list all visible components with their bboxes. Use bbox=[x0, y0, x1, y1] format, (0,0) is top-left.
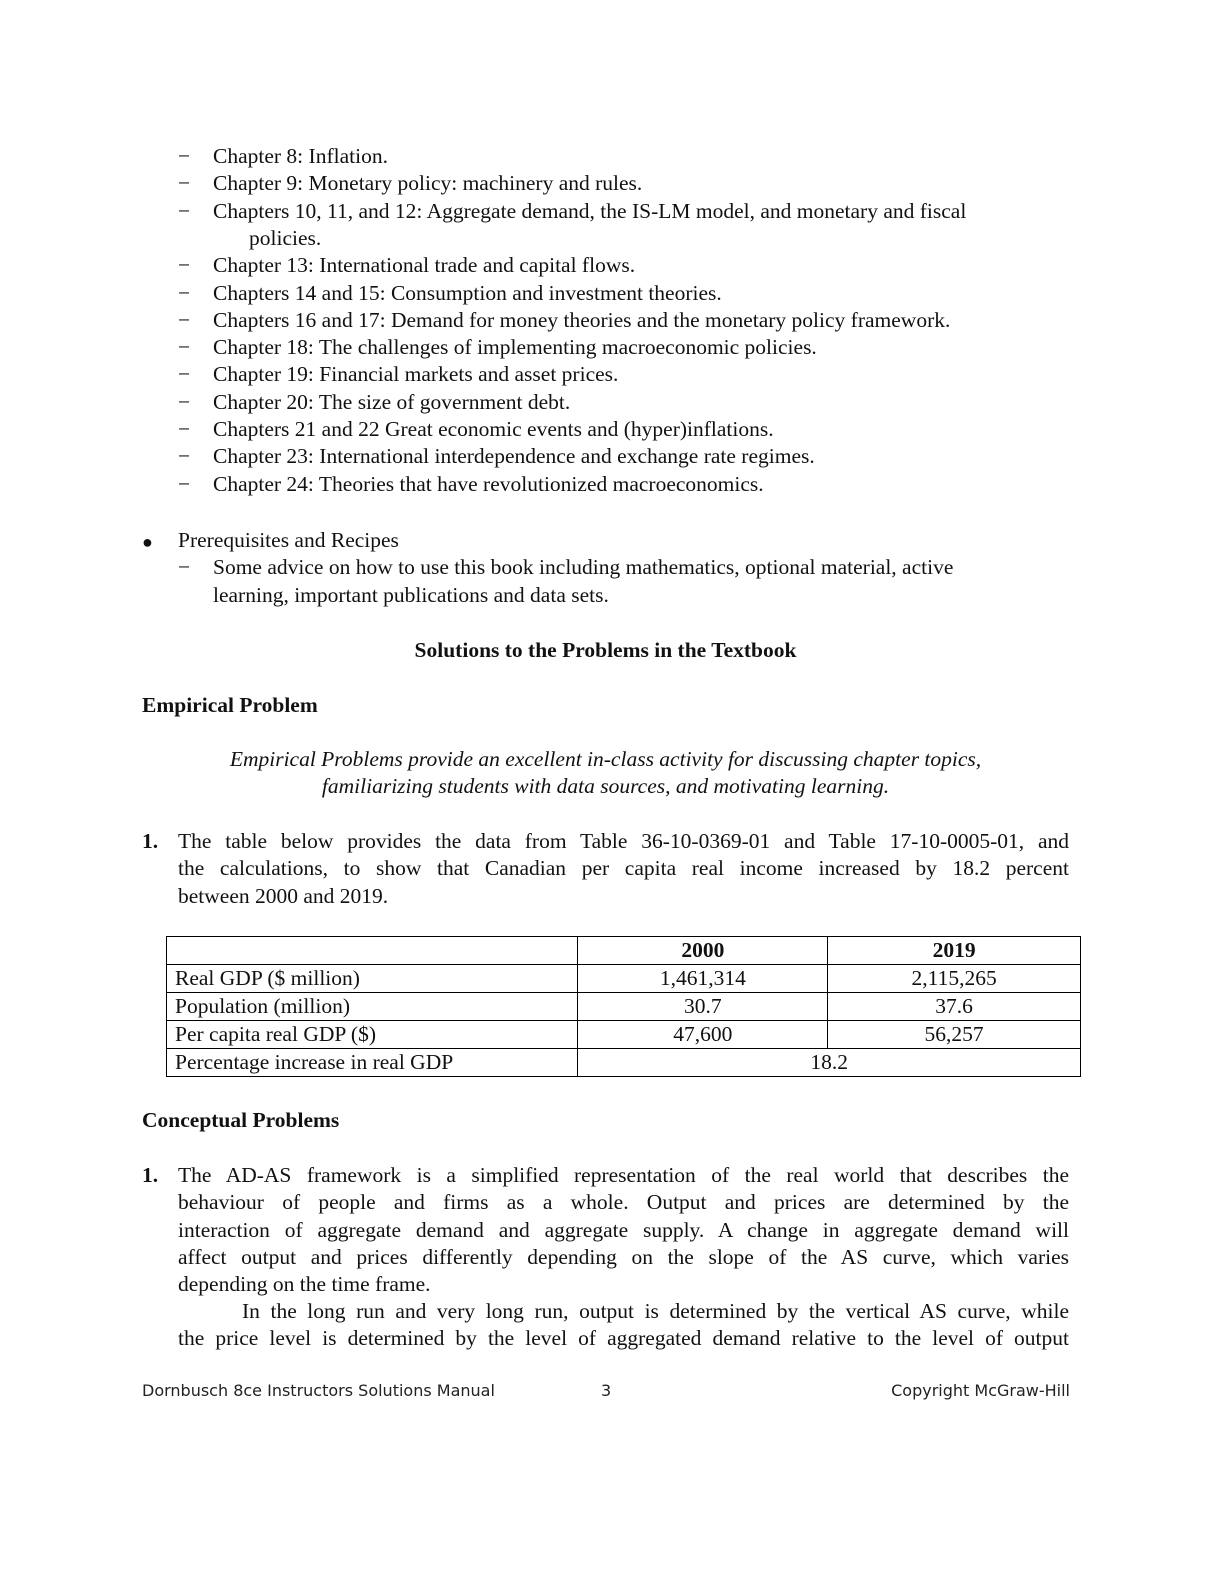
table-header-row bbox=[167, 937, 1081, 965]
paragraph-line: between 2000 and 2019. bbox=[178, 883, 389, 908]
footer-left: Dornbusch 8ce Instructors Solutions Manual bbox=[142, 1381, 495, 1400]
dash-marker: − bbox=[178, 281, 191, 305]
prerequisites-title: Prerequisites and Recipes bbox=[178, 528, 399, 552]
table-cell: 47,600 bbox=[578, 1021, 828, 1049]
page-number: 3 bbox=[601, 1381, 612, 1400]
table-row-label: Real GDP ($ million) bbox=[167, 965, 578, 993]
table-row-label: Population (million) bbox=[167, 993, 578, 1021]
table-row bbox=[167, 993, 1081, 1021]
bullet-icon: ● bbox=[142, 532, 153, 552]
footer-right: Copyright McGraw-Hill bbox=[891, 1381, 1070, 1400]
table-cell-merged: 18.2 bbox=[578, 1049, 1081, 1077]
prerequisites-text-line: Some advice on how to use this book including mathematics, optional material, active bbox=[213, 555, 954, 579]
paragraph-line: the calculations, to show that Canadian per capita real income increased by 18.2 percent bbox=[178, 856, 1069, 881]
dash-marker: − bbox=[178, 144, 191, 168]
dash-marker: − bbox=[178, 253, 191, 277]
paragraph-line: the price level is determined by the level of aggregated demand relative to the level of output bbox=[178, 1326, 1069, 1351]
chapter-item: Chapter 20: The size of government debt. bbox=[213, 390, 571, 414]
paragraph-line: depending on the time frame. bbox=[178, 1272, 431, 1297]
paragraph-line: In the long run and very long run, output is determined by the vertical AS curve, while bbox=[242, 1299, 1069, 1323]
table-header-cell bbox=[167, 937, 578, 965]
dash-marker: − bbox=[178, 390, 191, 414]
dash-marker: − bbox=[178, 555, 191, 579]
table-row-label: Per capita real GDP ($) bbox=[167, 1021, 578, 1049]
table-cell: 2,115,265 bbox=[828, 965, 1081, 993]
chapter-item: Chapters 14 and 15: Consumption and investment theories. bbox=[213, 281, 722, 305]
paragraph-line: affect output and prices differently depending on the slope of the AS curve, which varies bbox=[178, 1244, 1069, 1269]
table-row bbox=[167, 1049, 1081, 1077]
chapter-item: Chapter 13: International trade and capital flows. bbox=[213, 253, 636, 277]
dash-marker: − bbox=[178, 171, 191, 195]
empirical-intro-line: familiarizing students with data sources, and motivating learning. bbox=[321, 774, 890, 798]
table-cell: 37.6 bbox=[828, 993, 1081, 1021]
table-row-label: Percentage increase in real GDP bbox=[167, 1049, 578, 1077]
chapter-item-continuation: policies. bbox=[249, 226, 322, 250]
prerequisites-text-line: learning, important publications and data sets. bbox=[213, 583, 609, 607]
chapter-item: Chapter 8: Inflation. bbox=[213, 144, 388, 168]
conceptual-heading: Conceptual Problems bbox=[142, 1108, 340, 1132]
paragraph-line: interaction of aggregate demand and aggregate supply. A change in aggregate demand will bbox=[178, 1217, 1069, 1242]
chapter-item: Chapter 24: Theories that have revolutionized macroeconomics. bbox=[213, 472, 764, 496]
chapter-item: Chapter 19: Financial markets and asset prices. bbox=[213, 362, 619, 386]
dash-marker: − bbox=[178, 472, 191, 496]
paragraph-line: behaviour of people and firms as a whole. Output and prices are determined by the bbox=[178, 1190, 1069, 1215]
chapter-item: Chapters 21 and 22 Great economic events and (hyper)inflations. bbox=[213, 417, 774, 441]
paragraph-line: The AD-AS framework is a simplified representation of the real world that describes the bbox=[178, 1163, 1069, 1187]
dash-marker: − bbox=[178, 444, 191, 468]
dash-marker: − bbox=[178, 335, 191, 359]
table-row bbox=[167, 1021, 1081, 1049]
conceptual-paragraph-1 bbox=[178, 1162, 1069, 1298]
paragraph-line: The table below provides the data from Table 36-10-0369-01 and Table 17-10-0005-01, and bbox=[178, 829, 1069, 853]
gdp-table bbox=[166, 936, 1081, 1077]
dash-marker: − bbox=[178, 362, 191, 386]
table-header-cell: 2019 bbox=[828, 937, 1081, 965]
solutions-heading: Solutions to the Problems in the Textbook bbox=[414, 638, 797, 662]
conceptual-paragraph-2 bbox=[178, 1298, 1069, 1353]
empirical-intro-line: Empirical Problems provide an excellent in-class activity for discussing chapter topics, bbox=[229, 747, 982, 771]
chapter-item: Chapter 23: International interdependence and exchange rate regimes. bbox=[213, 444, 815, 468]
table-row bbox=[167, 965, 1081, 993]
problem-number: 1. bbox=[142, 829, 159, 853]
chapter-item: Chapter 9: Monetary policy: machinery and rules. bbox=[213, 171, 643, 195]
dash-marker: − bbox=[178, 417, 191, 441]
chapter-item: Chapters 10, 11, and 12: Aggregate demand, the IS-LM model, and monetary and fiscal bbox=[213, 199, 967, 223]
chapter-item: Chapter 18: The challenges of implementing macroeconomic policies. bbox=[213, 335, 817, 359]
table-header-cell: 2000 bbox=[578, 937, 828, 965]
dash-marker: − bbox=[178, 199, 191, 223]
table-cell: 1,461,314 bbox=[578, 965, 828, 993]
table-cell: 56,257 bbox=[828, 1021, 1081, 1049]
chapter-item: Chapters 16 and 17: Demand for money theories and the monetary policy framework. bbox=[213, 308, 951, 332]
problem-number: 1. bbox=[142, 1163, 159, 1187]
table-cell: 30.7 bbox=[578, 993, 828, 1021]
empirical-problem-text bbox=[178, 828, 1069, 910]
dash-marker: − bbox=[178, 308, 191, 332]
empirical-heading: Empirical Problem bbox=[142, 693, 318, 717]
